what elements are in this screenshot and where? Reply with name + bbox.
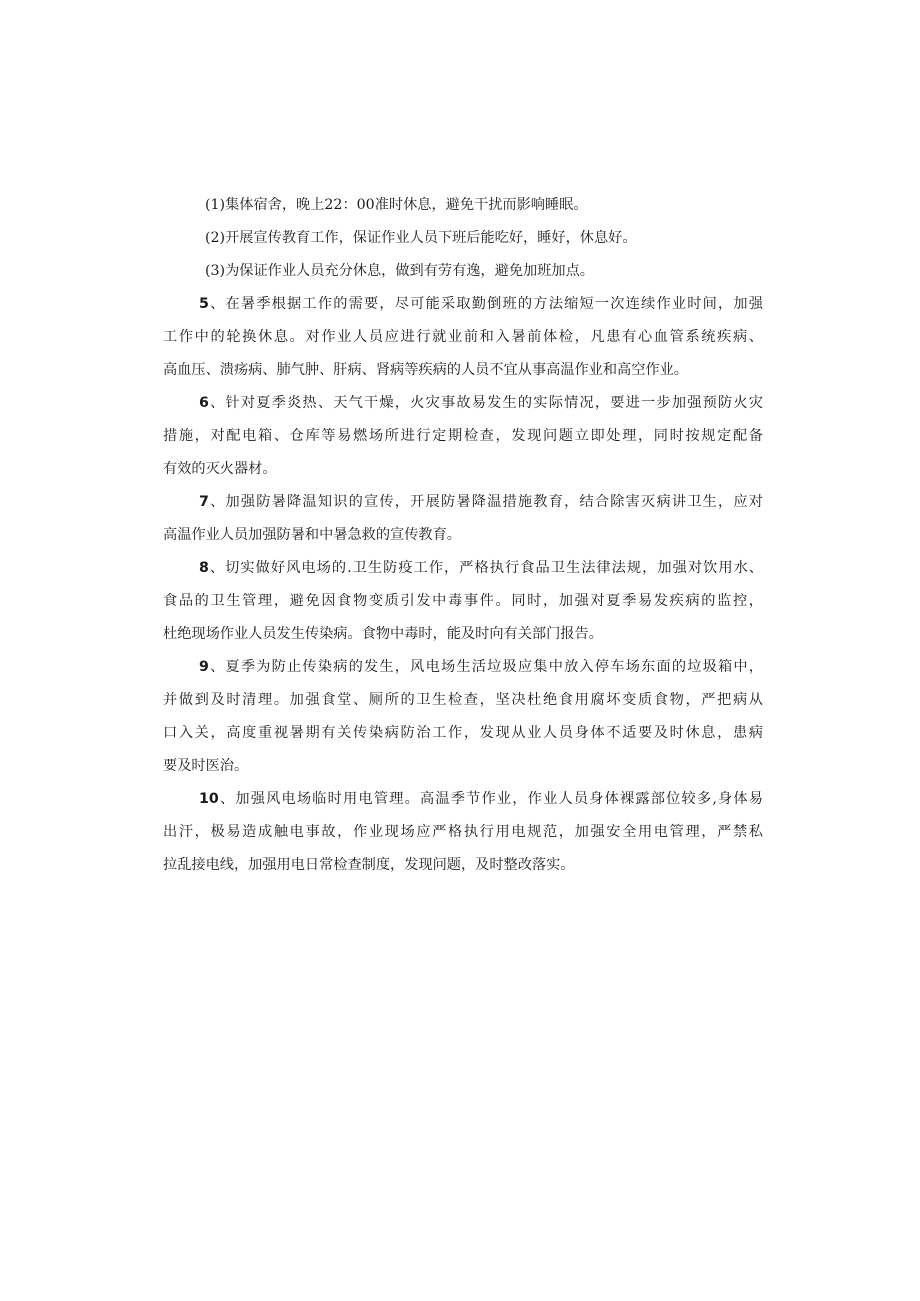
paragraph-7-line-1 xyxy=(163,494,763,510)
paragraph-text: 、加强防暑降温知识的宣传，开展防暑降温措施教育，结合除害灭病讲卫生，应对 xyxy=(208,494,763,510)
paragraph-8-line-2: 食品的卫生管理，避免因食物变质引发中毒事件。同时，加强对夏季易发疾病的监控， xyxy=(163,593,763,609)
paragraph-5-line-3: 高血压、溃疡病、肺气肿、肝病、肾病等疾病的人员不宜从事高温作业和高空作业。 xyxy=(163,362,688,378)
paragraph-text: 、切实做好风电场的.卫生防疫工作，严格执行食品卫生法律法规，加强对饮用水、 xyxy=(208,560,763,576)
paragraph-number: 7 xyxy=(199,494,209,510)
paragraph-9-line-4: 要及时医治。 xyxy=(163,758,249,774)
paragraph-text: 、在暑季根据工作的需要，尽可能采取勤倒班的方法缩短一次连续作业时间，加强 xyxy=(208,296,763,312)
paragraph-5-line-2: 工作中的轮换休息。对作业人员应进行就业前和入暑前体检，凡患有心血管系统疾病、 xyxy=(163,329,763,345)
paragraph-number: 6 xyxy=(199,395,209,411)
paragraph-9-line-3: 口入关，高度重视暑期有关传染病防治工作，发现从业人员身体不适要及时休息，患病 xyxy=(163,725,763,741)
paragraph-number: 5 xyxy=(199,296,209,312)
paragraph-10-line-2: 出汗，极易造成触电事故，作业现场应严格执行用电规范，加强安全用电管理，严禁私 xyxy=(163,824,763,840)
paragraph-6-line-3: 有效的灭火器材。 xyxy=(163,461,277,477)
paragraph-9-line-1 xyxy=(163,659,763,675)
paragraph-10-line-1 xyxy=(163,791,763,807)
paragraph-7-line-2: 高温作业人员加强防暑和中暑急救的宣传教育。 xyxy=(163,527,461,543)
paragraph-text: 、夏季为防止传染病的发生，风电场生活垃圾应集中放入停车场东面的垃圾箱中， xyxy=(208,659,763,675)
paragraph-6-line-2: 措施，对配电箱、仓库等易燃场所进行定期检查，发现问题立即处理，同时按规定配备 xyxy=(163,428,763,444)
paragraph-text: 、针对夏季炎热、天气干燥，火灾事故易发生的实际情况，要进一步加强预防火灾 xyxy=(208,395,763,411)
paragraph-6-line-1 xyxy=(163,395,763,411)
sub-item-1: (1)集体宿舍，晚上22：00准时休息，避免干扰而影响睡眠。 xyxy=(205,197,588,213)
paragraph-5-line-1 xyxy=(163,296,763,312)
paragraph-text: 、加强风电场临时用电管理。高温季节作业，作业人员身体裸露部位较多,身体易 xyxy=(218,791,763,807)
paragraph-number: 10 xyxy=(199,791,219,807)
paragraph-9-line-2: 并做到及时清理。加强食堂、厕所的卫生检查，坚决杜绝食用腐坏变质食物，严把病从 xyxy=(163,692,763,708)
paragraph-10-line-3: 拉乱接电线，加强用电日常检查制度，发现问题，及时整改落实。 xyxy=(163,857,575,873)
paragraph-8-line-3: 杜绝现场作业人员发生传染病。食物中毒时，能及时向有关部门报告。 xyxy=(163,626,603,642)
paragraph-number: 9 xyxy=(199,659,209,675)
sub-item-2: (2)开展宣传教育工作，保证作业人员下班后能吃好，睡好，休息好。 xyxy=(205,230,637,246)
document-body xyxy=(163,197,763,890)
sub-item-3: (3)为保证作业人员充分休息，做到有劳有逸，避免加班加点。 xyxy=(205,263,594,279)
paragraph-number: 8 xyxy=(199,560,209,576)
paragraph-8-line-1 xyxy=(163,560,763,576)
